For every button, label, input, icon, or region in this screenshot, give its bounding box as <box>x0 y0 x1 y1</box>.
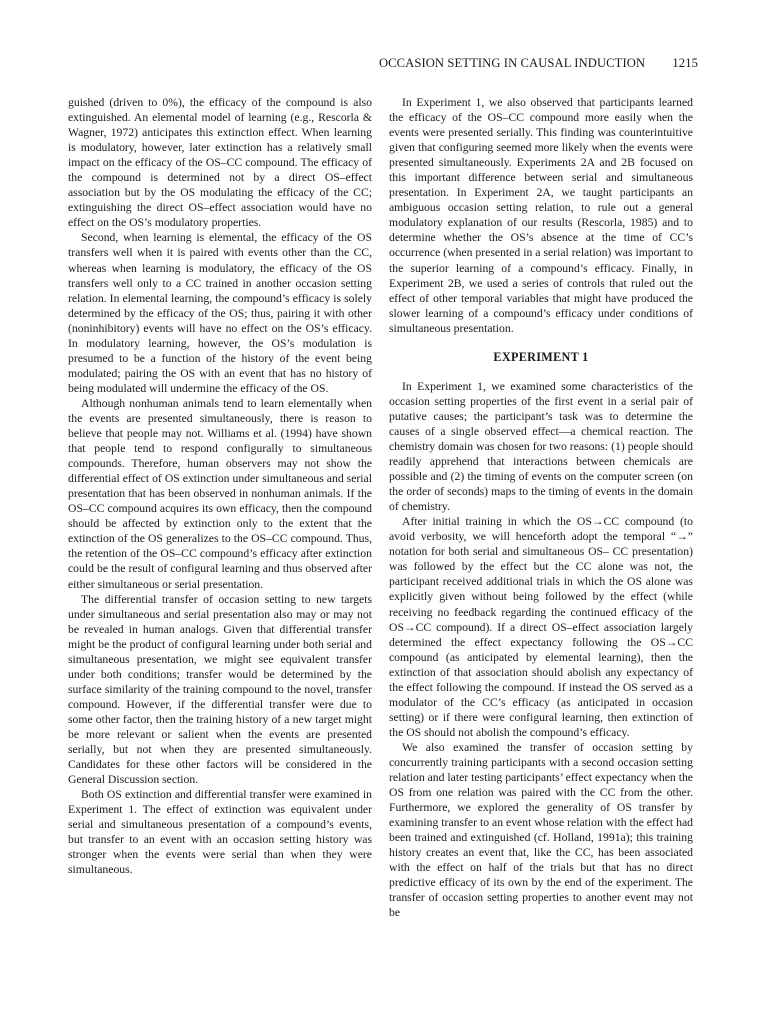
paragraph: Both OS extinction and differential transfer were examined in Experiment 1. The effect of extinction was equivalent under serial and simultaneous presentation of a compound’s events, but transfer to an event with an occasion setting history was stronger when the events were serial than when they were simultaneous. <box>68 788 372 877</box>
paragraph: We also examined the transfer of occasion setting by concurrently training participants with a second occasion setting relation and later testing participants’ effect expectancy when the OS from one relation was paired with the CC from the other. Furthermore, we explored the generality of OS transfer by examining transfer to an event whose relation with the effect had been trained and extinguished (cf. Holland, 1991a); this training history creates an event that, like the CC, has been associated with the effect on half of the trials but that has no direct predictive efficacy of its own by the end of the experiment. The transfer of occasion setting properties to another event may not be <box>389 740 693 920</box>
paragraph: Second, when learning is elemental, the efficacy of the OS transfers well when it is paired with events other than the CC, whereas when learning is modulatory, the efficacy of the OS transfers well only to a CC trained in another occasion setting relation. In elemental learning, the compound’s efficacy is solely determined by the efficacy of the OS; thus, pairing it with other (noninhibitory) events will have no effect on the OS’s efficacy. In modulatory learning, however, the OS’s modulation is presumed to be a function of the history of the event being modulated; pairing the OS with an event that has no history of being modulated will undermine the efficacy of the OS. <box>68 231 372 395</box>
paragraph: In Experiment 1, we also observed that participants learned the efficacy of the OS–CC compound more easily when the events were presented serially. This finding was counterintuitive given that configuring seemed more likely when the events were presented simultaneously. Experiments 2A and 2B focused on this important difference between serial and simultaneous presentation. In Experiment 2A, we taught participants an ambiguous occasion setting relation, to rule out a general modulatory explanation of our results (Rescorla, 1985) and to determine whether the OS’s absence at the time of CC’s occurrence (when presented in a serial relation) was important to the superior learning of a compound’s efficacy. Finally, in Experiment 2B, we used a series of controls that ruled out the effect of other temporal variables that might have produced the slower learning of a compound’s efficacy under conditions of simultaneous presentation. <box>389 96 693 335</box>
paragraph: The differential transfer of occasion setting to new targets under simultaneous and serial presentation also may or may not be revealed in human analogs. Given that differential transfer might be the product of configural learning under both serial and simultaneous presentation, we might see equivalent transfer under both conditions; transfer would be determined by the surface similarity of the training compound to the novel, transfer compound. However, if the differential transfer were due to some other factor, then the training history of a new target might be more relevant or salient when the events are presented serially, but not when they are presented simultaneously. Candidates for these other factors will be considered in the General Discussion section. <box>68 592 372 787</box>
page-number: 1215 <box>672 56 698 70</box>
section-heading: EXPERIMENT 1 <box>493 349 589 364</box>
right-column <box>389 95 693 920</box>
running-head <box>379 56 698 71</box>
running-head-title: OCCASION SETTING IN CAUSAL INDUCTION <box>378 56 646 70</box>
paragraph: guished (driven to 0%), the efficacy of the compound is also extinguished. An elemental model of learning (e.g., Rescorla & Wagner, 1972) anticipates this extinction effect. When learning is modulatory, however, later extinction has a relatively small impact on the efficacy of the OS–CC compound. The efficacy of the compound is determined not by a direct OS–effect association but by the OS modulating the efficacy of the CC; extinguishing the direct OS–effect association would have no effect on the OS’s modulatory properties. <box>68 96 372 230</box>
left-column <box>68 95 372 877</box>
paragraph: In Experiment 1, we examined some characteristics of the occasion setting properties of the first event in a serial pair of putative causes; the participant’s task was to determine the causes of a single observed effect—a chemical reaction. The chemistry domain was chosen for two reasons: (1) people should readily apprehend that interactions between chemicals are possible and (2) the timing of events on the computer screen (on the order of seconds) maps to the timing of events in the domain of chemistry. <box>389 379 693 514</box>
paragraph: After initial training in which the OS→CC compound (to avoid verbosity, we will henceforth adopt the temporal “→” notation for both serial and simultaneous OS– CC presentation) was followed by the effect but the CC alone was not, the participant received additional trials in which the OS alone was explicitly given without being followed by the effect (while receiving no feedback regarding the continued efficacy of the OS→CC compound). If a direct OS–effect association largely determined the effect expectancy following the OS→CC compound (as anticipated by elemental learning), then the extinction of that association should abolish any expectancy of the effect following the compound. If instead the OS served as a modulator of the CC’s efficacy (as anticipated in occasion setting) or if there were configural learning, then extinction of the OS should not abolish the compound’s efficacy. <box>389 515 693 739</box>
paragraph: Although nonhuman animals tend to learn elementally when the events are presented simultaneously, there is reason to believe that people may not. Williams et al. (1994) have shown that people tend to respond configurally to simultaneous compounds. Therefore, human observers may not show the differential effect of OS extinction under simultaneous and serial presentation that has been observed in nonhuman animals. If the OS–CC compound acquires its own efficacy, then the compound should be affected by extinction only to the extent that the extinction of the OS generalizes to the OS–CC compound. Thus, the retention of the OS–CC compound’s efficacy after extinction could be the result of configural learning and thus observed after either simultaneous or serial presentation. <box>68 396 372 591</box>
